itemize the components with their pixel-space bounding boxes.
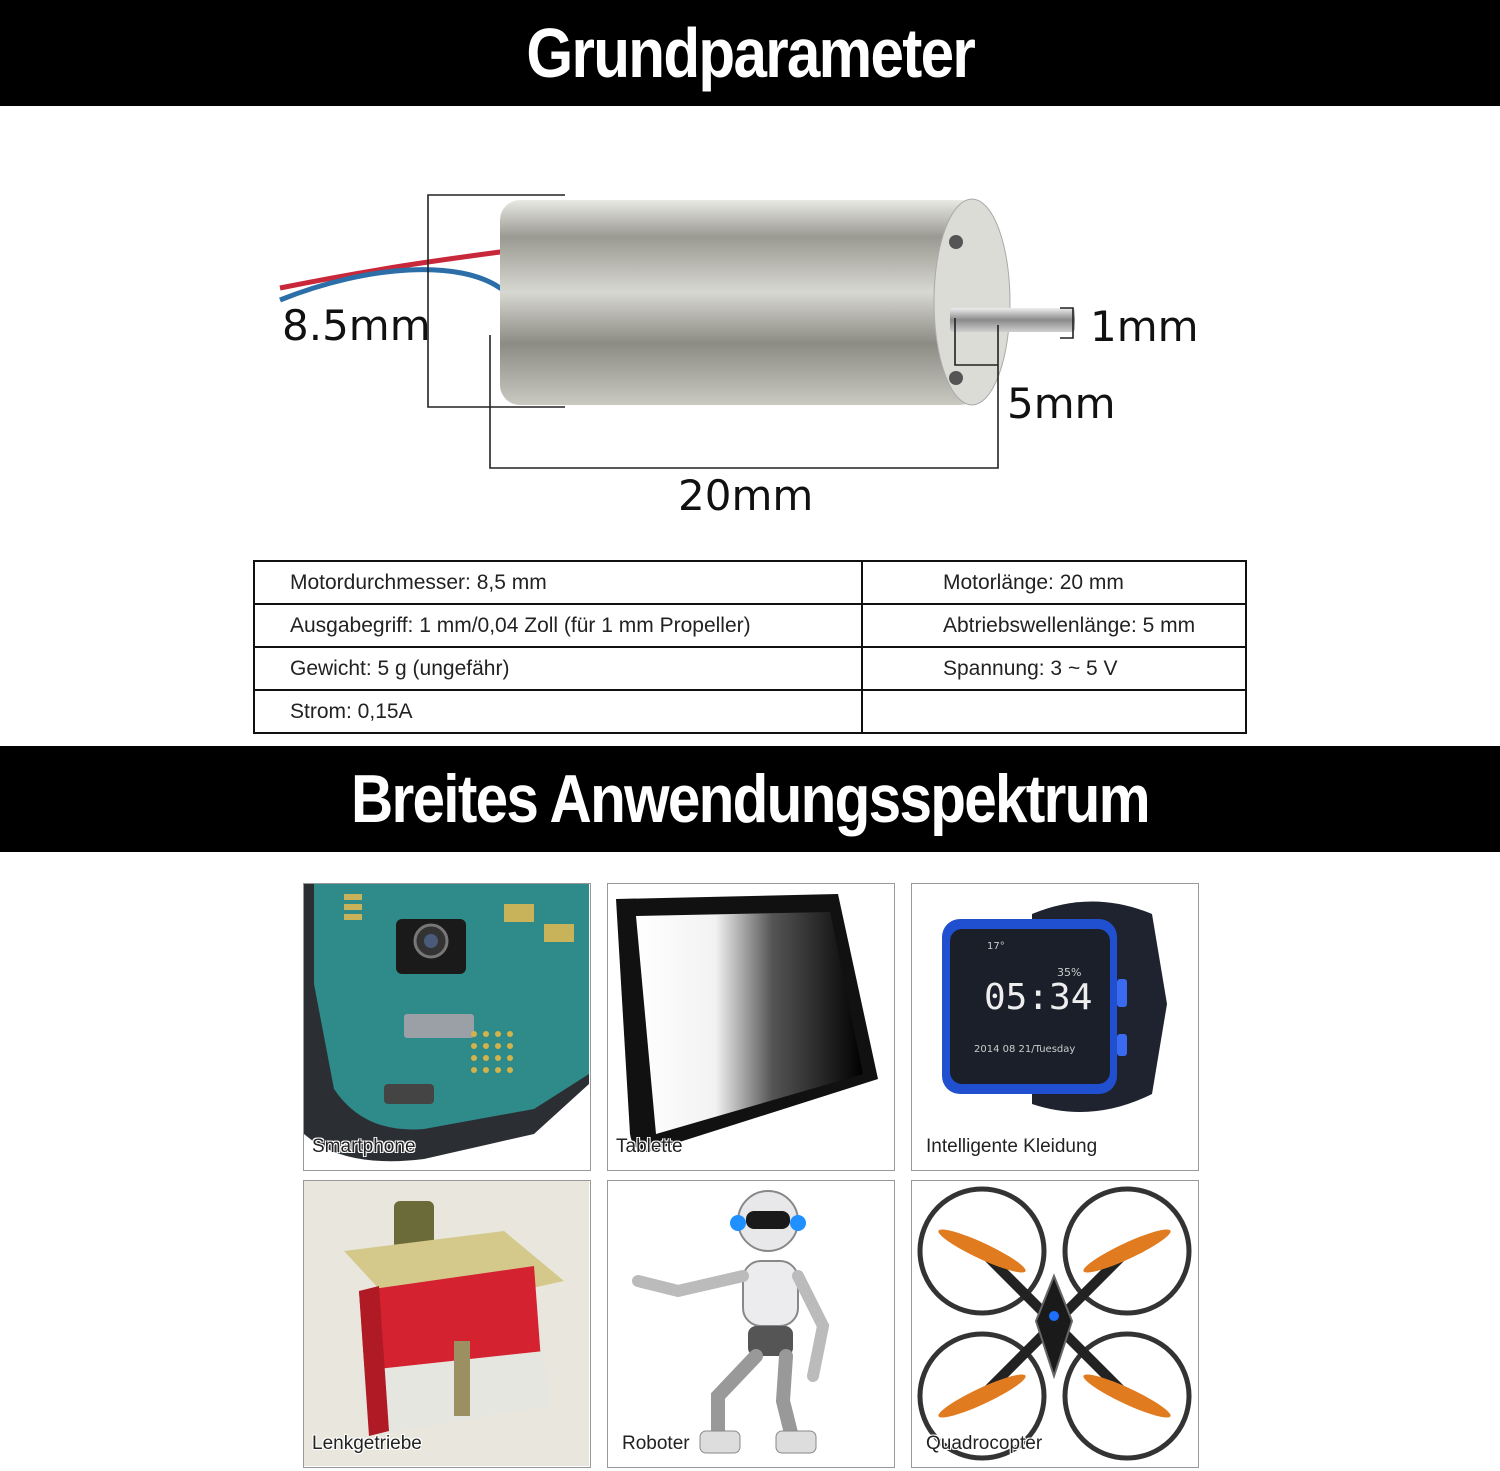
spec-cell: Motordurchmesser: 8,5 mm <box>254 561 862 604</box>
dim-label-shaft-length: 5mm <box>1007 379 1116 428</box>
spec-cell: Gewicht: 5 g (ungefähr) <box>254 647 862 690</box>
application-tile-servo <box>303 1180 591 1468</box>
table-row <box>254 690 1246 733</box>
tile-label: Lenkgetriebe <box>312 1433 422 1454</box>
robot-image <box>608 1181 893 1466</box>
tile-label: Quadrocopter <box>926 1433 1043 1454</box>
smartphone-board-image <box>304 884 589 1169</box>
watch-date: 2014 08 21/Tuesday <box>974 1044 1076 1055</box>
tablet-image <box>608 884 893 1169</box>
section-title-applications: Breites Anwendungsspektrum <box>350 761 1149 837</box>
servo-image <box>304 1181 589 1466</box>
spec-cell: Spannung: 3 ~ 5 V <box>862 647 1246 690</box>
application-tile-smartwatch <box>911 883 1199 1171</box>
table-row <box>254 647 1246 690</box>
dim-label-shaft-diameter: 1mm <box>1090 302 1199 351</box>
motor-can <box>500 200 980 405</box>
application-tile-quadcopter <box>911 1180 1199 1468</box>
application-tile-smartphone <box>303 883 591 1171</box>
applications-banner <box>0 746 1500 852</box>
application-tile-tablet <box>607 883 895 1171</box>
table-row <box>254 561 1246 604</box>
table-row <box>254 604 1246 647</box>
dim-label-diameter: 8.5mm <box>282 301 431 350</box>
spec-table <box>253 560 1247 734</box>
smartwatch-image <box>912 884 1197 1169</box>
motor-dimension-diagram <box>260 160 1220 530</box>
tile-label: Intelligente Kleidung <box>926 1136 1098 1157</box>
tile-label: Roboter <box>622 1433 690 1454</box>
section-title-parameters: Grundparameter <box>526 14 974 92</box>
spec-cell: Strom: 0,15A <box>254 690 862 733</box>
svg-text:17°: 17° <box>987 941 1005 952</box>
spec-cell: Ausgabegriff: 1 mm/0,04 Zoll (für 1 mm Propeller) <box>254 604 862 647</box>
header-banner <box>0 0 1500 106</box>
quadcopter-image <box>912 1181 1197 1466</box>
spec-cell: Abtriebswellenlänge: 5 mm <box>862 604 1246 647</box>
motor-shaft <box>950 308 1075 332</box>
spec-cell: Motorlänge: 20 mm <box>862 561 1246 604</box>
tile-label: Tablette <box>616 1136 683 1157</box>
tile-label: Smartphone <box>312 1136 416 1157</box>
watch-time: 05:34 <box>984 977 1093 1018</box>
application-tile-robot <box>607 1180 895 1468</box>
spec-cell <box>862 690 1246 733</box>
watch-battery: 35% <box>1057 966 1082 979</box>
dim-label-length: 20mm <box>678 471 814 520</box>
